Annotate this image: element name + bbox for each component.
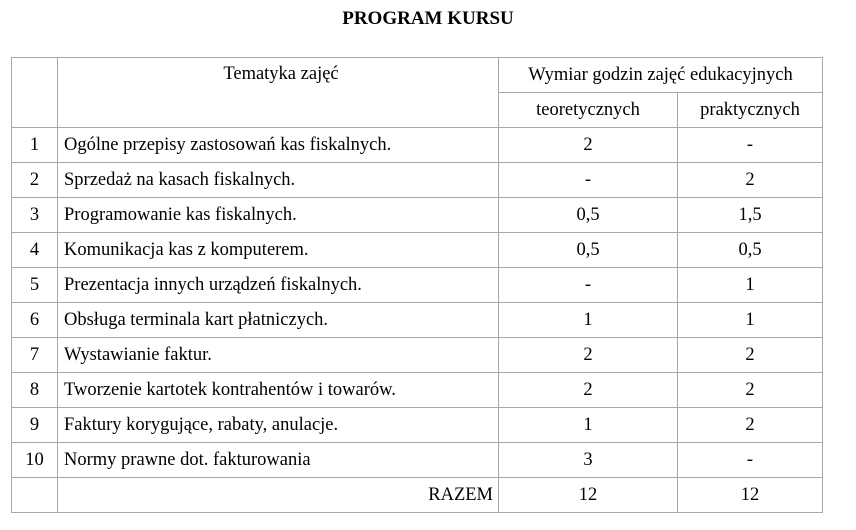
header-topic: Tematyka zajęć <box>58 58 499 128</box>
row-practical-hours: 2 <box>678 338 823 373</box>
header-row-1 <box>12 58 823 93</box>
row-practical-hours: 1 <box>678 303 823 338</box>
row-practical-hours: 2 <box>678 373 823 408</box>
total-no-cell <box>12 478 58 513</box>
total-theoretical: 12 <box>499 478 678 513</box>
row-practical-hours: 1 <box>678 268 823 303</box>
row-practical-hours: - <box>678 443 823 478</box>
row-number: 6 <box>12 303 58 338</box>
header-hours-group: Wymiar godzin zajęć edukacyjnych <box>499 58 823 93</box>
row-theoretical-hours: 0,5 <box>499 233 678 268</box>
row-topic: Komunikacja kas z komputerem. <box>58 233 499 268</box>
row-theoretical-hours: 3 <box>499 443 678 478</box>
row-topic: Faktury korygujące, rabaty, anulacje. <box>58 408 499 443</box>
row-topic: Wystawianie faktur. <box>58 338 499 373</box>
row-topic: Obsługa terminala kart płatniczych. <box>58 303 499 338</box>
row-number: 5 <box>12 268 58 303</box>
table-row <box>12 163 823 198</box>
row-number: 1 <box>12 128 58 163</box>
row-number: 10 <box>12 443 58 478</box>
row-practical-hours: 2 <box>678 408 823 443</box>
table-row <box>12 303 823 338</box>
total-label: RAZEM <box>58 478 499 513</box>
row-theoretical-hours: 2 <box>499 373 678 408</box>
row-practical-hours: - <box>678 128 823 163</box>
row-topic: Sprzedaż na kasach fiskalnych. <box>58 163 499 198</box>
row-number: 7 <box>12 338 58 373</box>
table-row <box>12 233 823 268</box>
row-number: 3 <box>12 198 58 233</box>
table-row <box>12 338 823 373</box>
row-number: 4 <box>12 233 58 268</box>
table-row <box>12 198 823 233</box>
table-row <box>12 373 823 408</box>
row-topic: Programowanie kas fiskalnych. <box>58 198 499 233</box>
row-theoretical-hours: 2 <box>499 338 678 373</box>
row-topic: Normy prawne dot. fakturowania <box>58 443 499 478</box>
row-topic: Tworzenie kartotek kontrahentów i towarów. <box>58 373 499 408</box>
header-practical: praktycznych <box>678 93 823 128</box>
row-practical-hours: 2 <box>678 163 823 198</box>
total-row <box>12 478 823 513</box>
header-theoretical: teoretycznych <box>499 93 678 128</box>
table-row <box>12 443 823 478</box>
table-row <box>12 408 823 443</box>
row-topic: Prezentacja innych urządzeń fiskalnych. <box>58 268 499 303</box>
header-no <box>12 58 58 128</box>
row-practical-hours: 1,5 <box>678 198 823 233</box>
row-theoretical-hours: - <box>499 268 678 303</box>
row-number: 9 <box>12 408 58 443</box>
row-theoretical-hours: 0,5 <box>499 198 678 233</box>
row-topic: Ogólne przepisy zastosowań kas fiskalnych. <box>58 128 499 163</box>
row-number: 2 <box>12 163 58 198</box>
row-theoretical-hours: - <box>499 163 678 198</box>
total-practical: 12 <box>678 478 823 513</box>
row-practical-hours: 0,5 <box>678 233 823 268</box>
row-theoretical-hours: 1 <box>499 303 678 338</box>
row-theoretical-hours: 2 <box>499 128 678 163</box>
row-theoretical-hours: 1 <box>499 408 678 443</box>
table-row <box>12 268 823 303</box>
table-row <box>12 128 823 163</box>
row-number: 8 <box>12 373 58 408</box>
page-title: PROGRAM KURSU <box>342 8 514 29</box>
course-program-table <box>11 57 823 513</box>
